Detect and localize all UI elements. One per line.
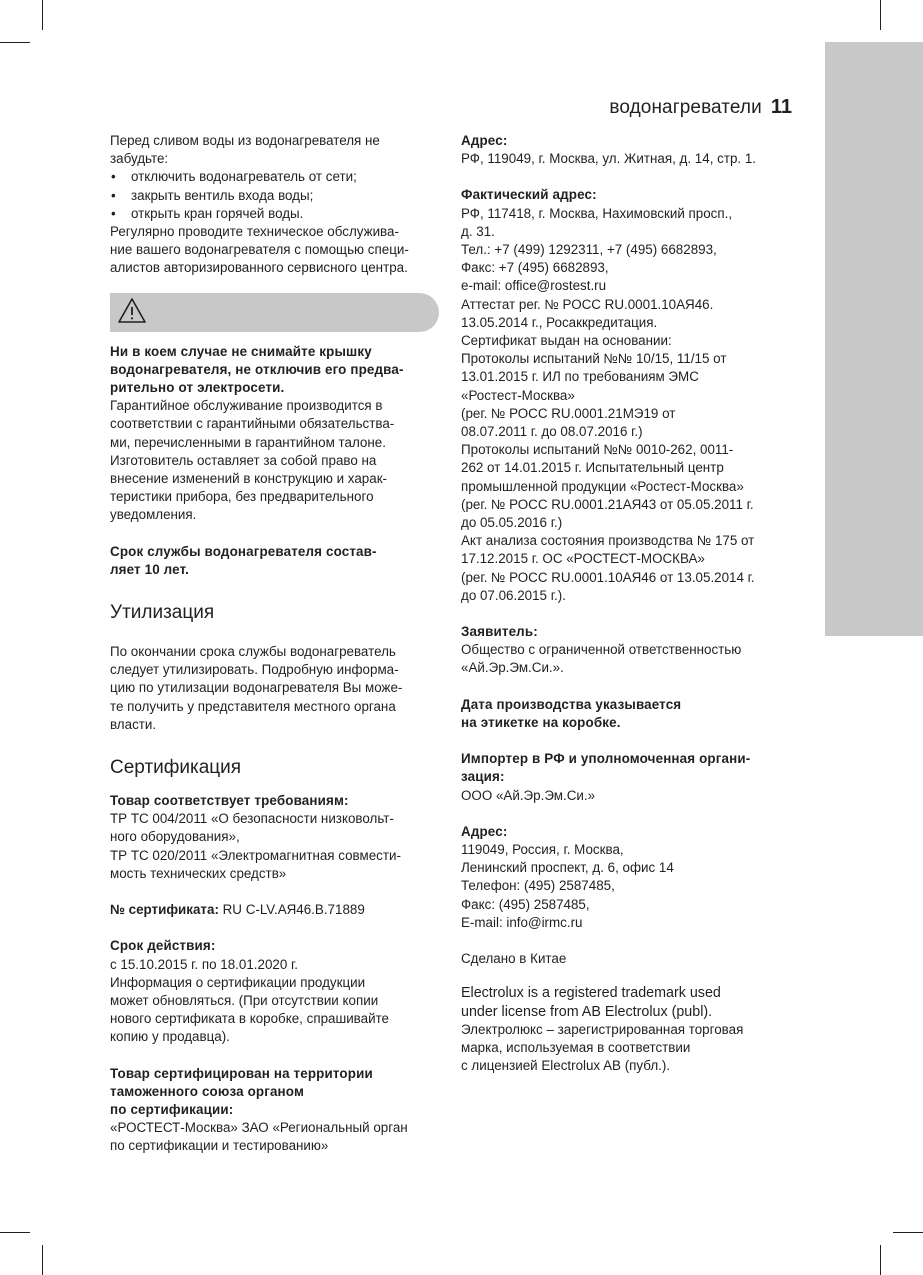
certified-label: по сертификации: [110, 1101, 234, 1117]
right-column [461, 132, 801, 1076]
utilization-line: следует утилизировать. Подробную информа- [110, 662, 399, 678]
actual-address-line: Протоколы испытаний №№ 0010-262, 0011- [461, 442, 734, 458]
drain-steps-list [110, 168, 443, 223]
actual-address-line: промышленной продукции «Ростест-Москва» [461, 478, 744, 494]
compliance-label: Товар соответствует требованиям: [110, 793, 349, 809]
service-life: Срок службы водонагревателя состав- [110, 543, 377, 559]
actual-address-line: 262 от 14.01.2015 г. Испытательный центр [461, 460, 724, 476]
validity-line: нового сертификата в коробке, спрашивайте [110, 1011, 390, 1027]
trademark-ru-line: Электролюкс – зарегистрированная торговая [461, 1021, 744, 1037]
trademark-ru-line: марка, используемая в соответствии [461, 1040, 691, 1056]
warranty-line: уведомления. [110, 507, 197, 523]
utilization-line: те получить у представителя местного органа [110, 698, 396, 714]
actual-address-line: Протоколы испытаний №№ 10/15, 11/15 от [461, 351, 727, 367]
warning-text: водонагревателя, не отключив его предва- [110, 361, 404, 377]
maintenance-line: ние вашего водонагревателя с помощью специ- [110, 242, 409, 258]
actual-address-line: 08.07.2011 г. до 08.07.2016 г.) [461, 424, 643, 440]
certified-label: Товар сертифицирован на территории [110, 1065, 373, 1081]
actual-address-line: Аттестат рег. № РОСС RU.0001.10АЯ46. [461, 296, 714, 312]
warranty-line: теристики прибора, без предварительного [110, 489, 374, 505]
actual-address-line: Факс: +7 (495) 6682893, [461, 260, 609, 276]
certified-line: «РОСТЕСТ-Москва» ЗАО «Региональный орган [110, 1120, 408, 1136]
utilization-line: власти. [110, 716, 157, 732]
crop-mark [42, 0, 43, 30]
page-number: 11 [770, 96, 792, 118]
page-header [609, 96, 792, 119]
list-item: • открыть кран горячей воды. [110, 205, 443, 223]
certification-heading: Сертификация [110, 757, 242, 779]
actual-address-line: (рег. № РОСС RU.0001.21АЯ43 от 05.05.2011 г. [461, 496, 754, 512]
warning-text: рительно от электросети. [110, 380, 285, 396]
importer-address-line: Телефон: (495) 2587485, [461, 878, 615, 894]
list-item: • отключить водонагреватель от сети; [110, 168, 443, 186]
production-date-note: Дата производства указывается [461, 696, 682, 712]
utilization-heading: Утилизация [110, 602, 215, 624]
applicant-line: Общество с ограниченной ответственностью [461, 642, 742, 658]
address-label: Адрес: [461, 133, 508, 148]
certified-line: по сертификации и тестированию» [110, 1138, 329, 1154]
cert-number-label: № сертификата: [110, 902, 219, 918]
warranty-line: соответствии с гарантийными обязательства- [110, 416, 395, 432]
actual-address-line: Сертификат выдан на основании: [461, 333, 672, 349]
address-text: РФ, 119049, г. Москва, ул. Житная, д. 14, стр. 1. [461, 151, 757, 167]
maintenance-line: алистов авторизированного сервисного центра. [110, 260, 408, 276]
actual-address-line: до 07.06.2015 г.). [461, 587, 566, 603]
importer-address-line: 119049, Россия, г. Москва, [461, 841, 624, 857]
side-tab [825, 42, 923, 636]
applicant-label: Заявитель: [461, 624, 538, 640]
validity-line: с 15.10.2015 г. по 18.01.2020 г. [110, 956, 298, 972]
made-in: Сделано в Китае [461, 950, 567, 966]
actual-address-line: д. 31. [461, 223, 495, 239]
actual-address-line: Тел.: +7 (499) 1292311, +7 (495) 6682893, [461, 242, 717, 258]
service-life: ляет 10 лет. [110, 561, 189, 577]
crop-mark [880, 0, 881, 30]
compliance-line: ТР ТС 020/2011 «Электромагнитная совмести- [110, 847, 401, 863]
actual-address-line: 17.12.2015 г. ОС «РОСТЕСТ-МОСКВА» [461, 551, 705, 567]
validity-line: может обновляться. (При отсутствии копии [110, 992, 379, 1008]
actual-address-line: e-mail: office@rostest.ru [461, 278, 607, 294]
left-column [110, 132, 443, 1156]
actual-address-line: 13.01.2015 г. ИЛ по требованиям ЭМС [461, 369, 699, 385]
warranty-line: ми, перечисленными в гарантийном талоне. [110, 434, 386, 450]
importer-label: зация: [461, 769, 505, 785]
cert-number-value: RU С-LV.АЯ46.В.71889 [218, 902, 365, 918]
crop-mark [893, 1232, 923, 1233]
crop-mark [42, 1245, 43, 1275]
actual-address-line: Акт анализа состояния производства № 175 от [461, 533, 755, 549]
actual-address-line: до 05.05.2016 г.) [461, 515, 563, 531]
importer-address-line: Ленинский проспект, д. 6, офис 14 [461, 860, 674, 876]
warning-banner [110, 293, 439, 332]
list-item: • закрыть вентиль входа воды; [110, 187, 443, 205]
importer-address-line: E-mail: info@irmc.ru [461, 914, 583, 930]
utilization-line: цию по утилизации водонагревателя Вы може- [110, 680, 403, 696]
importer-label: Импортер в РФ и уполномоченная органи- [461, 751, 751, 767]
crop-mark [880, 1245, 881, 1275]
warning-text: Ни в коем случае не снимайте крышку [110, 343, 372, 359]
actual-address-label: Фактический адрес: [461, 187, 597, 203]
warning-triangle-icon [117, 297, 147, 325]
warranty-line: Гарантийное обслуживание производится в [110, 398, 383, 414]
certified-label: таможенного союза органом [110, 1083, 304, 1099]
utilization-line: По окончании срока службы водонагреватель [110, 644, 396, 660]
maintenance-line: Регулярно проводите техническое обслужива- [110, 224, 399, 240]
compliance-line: ТР ТС 004/2011 «О безопасности низковольт- [110, 811, 394, 827]
certificate-number [110, 901, 443, 919]
importer-address-label: Адрес: [461, 823, 508, 839]
actual-address-line: «Ростест-Москва» [461, 387, 575, 403]
importer-name: ООО «Ай.Эр.Эм.Си.» [461, 787, 596, 803]
production-date-note: на этикетке на коробке. [461, 714, 621, 730]
actual-address-line: РФ, 117418, г. Москва, Нахимовский просп., [461, 205, 733, 221]
actual-address-line: 13.05.2014 г., Росаккредитация. [461, 314, 658, 330]
trademark-en-line: Electrolux is a registered trademark used [461, 985, 721, 1002]
trademark-ru-line: с лицензией Electrolux AB (публ.). [461, 1058, 671, 1074]
validity-line: копию у продавца). [110, 1029, 230, 1045]
crop-mark [0, 42, 30, 43]
warranty-line: Изготовитель оставляет за собой право на [110, 452, 377, 468]
importer-address-line: Факс: (495) 2587485, [461, 896, 590, 912]
validity-line: Информация о сертификации продукции [110, 974, 366, 990]
crop-mark [0, 1232, 30, 1233]
trademark-en-line: under license from AB Electrolux (publ). [461, 1003, 713, 1020]
validity-label: Срок действия: [110, 938, 216, 954]
actual-address-line: (рег. № РОСС RU.0001.10АЯ46 от 13.05.2014 г. [461, 569, 755, 585]
actual-address-line: (рег. № РОСС RU.0001.21МЭ19 от [461, 405, 676, 421]
compliance-line: ного оборудования», [110, 829, 240, 845]
drain-intro: Перед сливом воды из водонагревателя не забудьте: [110, 133, 380, 167]
page-title: водонагреватели [609, 97, 762, 118]
warranty-line: внесение изменений в конструкцию и харак- [110, 471, 388, 487]
compliance-line: мость технических средств» [110, 865, 287, 881]
applicant-line: «Ай.Эр.Эм.Си.». [461, 660, 564, 676]
